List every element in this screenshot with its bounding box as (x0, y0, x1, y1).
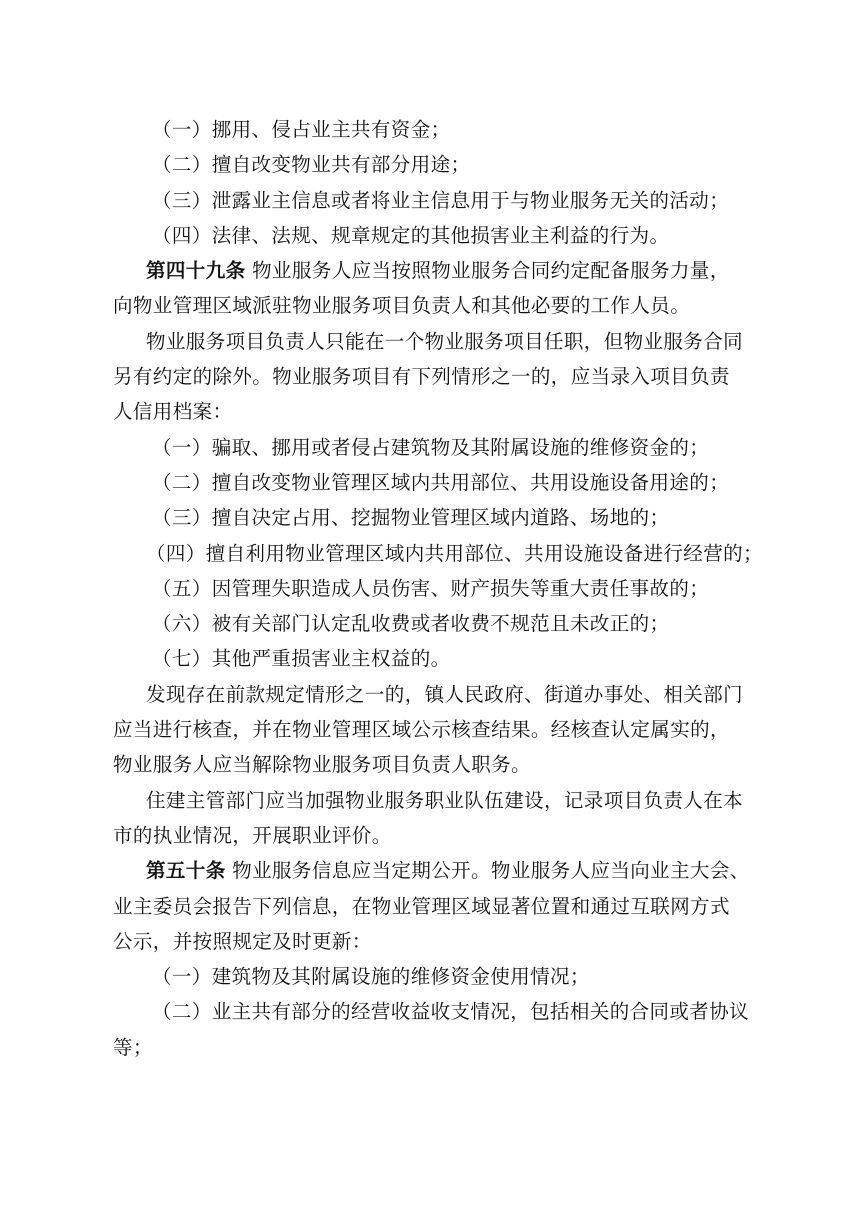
paragraph-line: 应当进行核查，并在物业管理区域公示核查结果。经核查认定属实的， (113, 718, 730, 742)
paragraph-line: 公示，并按照规定及时更新： (113, 929, 372, 953)
list-item: （一）建筑物及其附属设施的维修资金使用情况； (152, 965, 590, 989)
paragraph-line: 市的执业情况，开展职业评价。 (113, 823, 392, 847)
list-item: （四）法律、法规、规章规定的其他损害业主利益的行为。 (152, 223, 670, 247)
paragraph-line: 向物业管理区域派驻物业服务项目负责人和其他必要的工作人员。 (113, 294, 691, 318)
paragraph-line: 物业服务项目负责人只能在一个物业服务项目任职，但物业服务合同 (146, 329, 744, 353)
article-49-first-line (113, 253, 742, 288)
article-50-label: 第五十条 (146, 859, 226, 883)
paragraph-line: 业主委员会报告下列信息，在物业管理区域显著位置和通过互联网方式 (113, 894, 730, 918)
list-item: （三）擅自决定占用、挖掘物业管理区域内道路、场地的； (152, 506, 670, 530)
paragraph-line: 人信用档案： (113, 400, 233, 424)
list-item: （二）擅自改变物业管理区域内共用部位、共用设施设备用途的； (152, 470, 730, 494)
paragraph-line: 物业服务人应当解除物业服务项目负责人职务。 (113, 753, 531, 777)
paragraph-line: 住建主管部门应当加强物业服务职业队伍建设，记录项目负责人在本 (146, 788, 744, 812)
list-item: （二）业主共有部分的经营收益收支情况，包括相关的合同或者协议 (152, 1000, 750, 1024)
paragraph-line: 另有约定的除外。物业服务项目有下列情形之一的，应当录入项目负责 (113, 365, 730, 389)
paragraph-text: 物业服务人应当按照物业服务合同约定配备服务力量， (252, 259, 730, 283)
list-item-continuation: 等； (113, 1035, 153, 1059)
list-item: （一）挪用、侵占业主共有资金； (152, 118, 451, 141)
list-item: （二）擅自改变物业共有部分用途； (152, 153, 471, 177)
list-item: （五）因管理失职造成人员伤害、财产损失等重大责任事故的； (152, 576, 710, 600)
list-item: （三）泄露业主信息或者将业主信息用于与物业服务无关的活动； (152, 188, 730, 212)
list-item: （一）骗取、挪用或者侵占建筑物及其附属设施的维修资金的； (152, 435, 710, 459)
list-item: （四）擅自利用物业管理区域内共用部位、共用设施设备进行经营的； (146, 541, 763, 565)
paragraph-line: 发现存在前款规定情形之一的，镇人民政府、街道办事处、相关部门 (146, 682, 744, 706)
list-item: （六）被有关部门认定乱收费或者收费不规范且未改正的； (152, 612, 670, 636)
list-item: （七）其他严重损害业主权益的。 (152, 647, 451, 671)
article-49-label: 第四十九条 (146, 259, 246, 283)
article-50-first-line (113, 853, 750, 888)
paragraph-text: 物业服务信息应当定期公开。物业服务人应当向业主大会、 (232, 859, 750, 883)
